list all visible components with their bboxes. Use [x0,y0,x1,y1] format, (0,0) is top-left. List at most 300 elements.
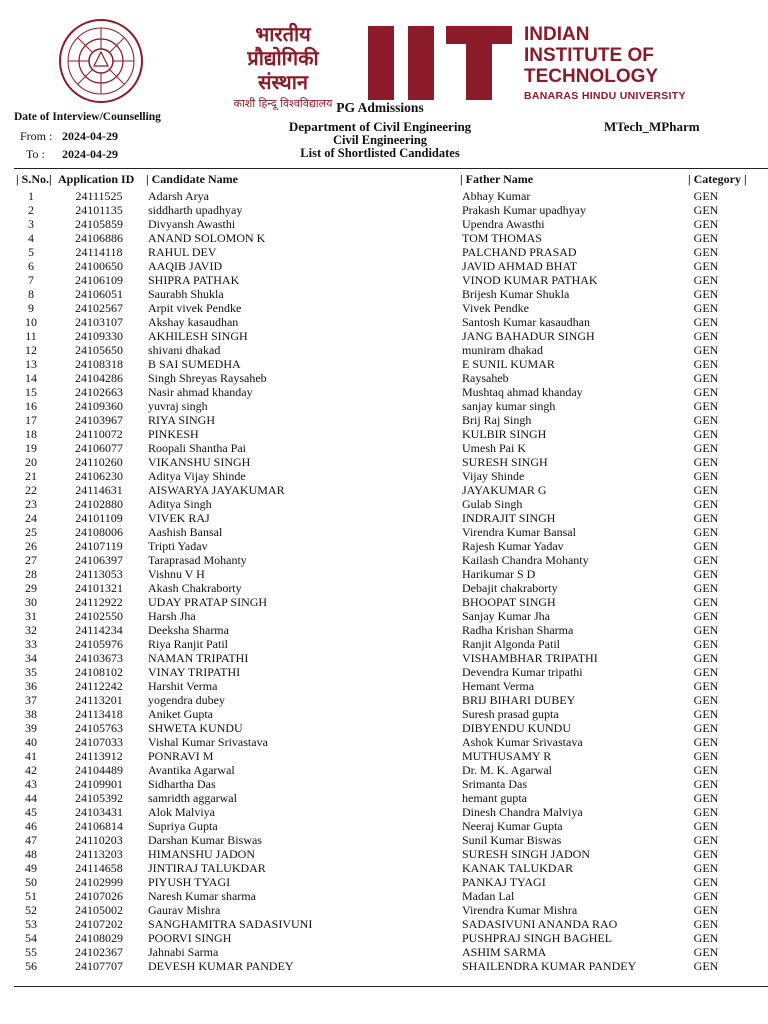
serial-number: 8 [28,287,34,301]
category: GEN [693,441,719,455]
father-name: Debajit chakraborty [462,581,558,595]
application-id: 24112242 [75,679,123,693]
to-label: To : [26,147,45,161]
serial-number: 5 [28,245,34,259]
serial-number: 23 [25,497,37,511]
column-header-application-id: Application ID [58,172,135,186]
category: GEN [693,595,719,609]
father-name: Suresh prasad gupta [462,707,559,721]
father-name: Harikumar S D [462,567,536,581]
father-name: INDRAJIT SINGH [462,511,556,525]
application-id: 24103431 [75,805,123,819]
father-name: VISHAMBHAR TRIPATHI [462,651,598,665]
father-name: Abhay Kumar [462,189,531,203]
candidate-name: Deeksha Sharma [148,623,229,637]
category: GEN [693,623,719,637]
category: GEN [693,525,719,539]
application-id: 24106814 [75,819,123,833]
serial-number: 47 [25,833,37,847]
candidate-name: Singh Shreyas Raysaheb [148,371,267,385]
serial-number: 37 [25,693,37,707]
table-row [0,539,768,553]
column-header-sno: | S.No.| [16,172,52,186]
application-id: 24113418 [75,707,123,721]
candidate-name: RIYA SINGH [148,413,216,427]
father-name: Virendra Kumar Bansal [462,525,576,539]
table-row [0,273,768,287]
category: GEN [693,665,719,679]
candidate-name: DEVESH KUMAR PANDEY [148,959,294,973]
father-name: PANKAJ TYAGI [462,875,546,889]
table-row [0,231,768,245]
father-name: JAYAKUMAR G [462,483,547,497]
application-id: 24106397 [75,553,123,567]
father-name: BHOOPAT SINGH [462,595,556,609]
father-name: Neeraj Kumar Gupta [462,819,563,833]
serial-number: 26 [25,539,37,553]
candidate-name: Akash Chakraborty [148,581,242,595]
category: GEN [693,875,719,889]
father-name: Mushtaq ahmad khanday [462,385,583,399]
table-row [0,329,768,343]
serial-number: 55 [25,945,37,959]
candidate-name: yogendra dubey [148,693,225,707]
serial-number: 29 [25,581,37,595]
category: GEN [693,637,719,651]
institute-line-2: INSTITUTE OF [524,45,654,66]
father-name: Devendra Kumar tripathi [462,665,583,679]
candidate-name: Arpit vivek Pendke [148,301,242,315]
from-date: 2024-04-29 [62,129,118,143]
candidate-name: VIVEK RAJ [148,511,210,525]
serial-number: 51 [25,889,37,903]
father-name: Vijay Shinde [462,469,525,483]
application-id: 24101321 [75,581,123,595]
serial-number: 24 [25,511,37,525]
category: GEN [693,189,719,203]
table-row [0,875,768,889]
application-id: 24110260 [75,455,123,469]
category: GEN [693,357,719,371]
application-id: 24108029 [75,931,123,945]
father-name: Brij Raj Singh [462,413,532,427]
category: GEN [693,343,719,357]
hindi-line-1: भारतीय [255,22,311,46]
serial-number: 21 [25,469,37,483]
serial-number: 18 [25,427,37,441]
father-name: SURESH SINGH [462,455,548,469]
serial-number: 33 [25,637,37,651]
candidate-name: Aditya Singh [148,497,212,511]
table-row [0,259,768,273]
category: GEN [693,399,719,413]
father-name: Sanjay Kumar Jha [462,609,550,623]
hindi-line-2: प्रौद्योगिकी [247,46,319,70]
father-name: hemant gupta [462,791,527,805]
candidate-name: Naresh Kumar sharma [148,889,256,903]
application-id: 24113203 [75,847,123,861]
category: GEN [693,693,719,707]
serial-number: 36 [25,679,37,693]
serial-number: 28 [25,567,37,581]
category: GEN [693,917,719,931]
application-id: 24105002 [75,903,123,917]
serial-number: 13 [25,357,37,371]
serial-number: 42 [25,763,37,777]
application-id: 24109360 [75,399,123,413]
table-row [0,427,768,441]
serial-number: 25 [25,525,37,539]
father-name: Brijesh Kumar Shukla [462,287,570,301]
serial-number: 16 [25,399,37,413]
serial-number: 39 [25,721,37,735]
hindi-line-4: काशी हिन्दू विश्वविद्यालय [233,97,333,110]
father-name: Ashok Kumar Srivastava [462,735,583,749]
table-row [0,497,768,511]
candidate-name: Akshay kasaudhan [148,315,239,329]
application-id: 24102567 [75,301,123,315]
institute-seal-icon [58,18,144,104]
category: GEN [693,903,719,917]
serial-number: 27 [25,553,37,567]
application-id: 24110072 [75,427,123,441]
table-row [0,665,768,679]
serial-number: 31 [25,609,37,623]
serial-number: 50 [25,875,37,889]
serial-number: 15 [25,385,37,399]
application-id: 24108318 [75,357,123,371]
category: GEN [693,553,719,567]
father-name: Rajesh Kumar Yadav [462,539,564,553]
table-row [0,511,768,525]
application-id: 24102367 [75,945,123,959]
application-id: 24114658 [75,861,123,875]
serial-number: 52 [25,903,37,917]
header-rule [14,168,768,169]
father-name: VINOD KUMAR PATHAK [462,273,598,287]
serial-number: 19 [25,441,37,455]
serial-number: 43 [25,777,37,791]
father-name: Srimanta Das [462,777,527,791]
application-id: 24107707 [75,959,123,973]
application-id: 24113201 [75,693,123,707]
institute-line-1: INDIAN [524,24,590,45]
table-row [0,371,768,385]
candidate-name: Harsh Jha [148,609,196,623]
serial-number: 1 [28,189,34,203]
father-name: PUSHPRAJ SINGH BAGHEL [462,931,613,945]
table-row [0,245,768,259]
father-name: SADASIVUNI ANANDA RAO [462,917,618,931]
category: GEN [693,651,719,665]
serial-number: 40 [25,735,37,749]
candidate-name: VIKANSHU SINGH [148,455,251,469]
table-row [0,833,768,847]
serial-number: 20 [25,455,37,469]
father-name: DIBYENDU KUNDU [462,721,571,735]
serial-number: 14 [25,371,37,385]
category: GEN [693,497,719,511]
serial-number: 2 [28,203,34,217]
category: GEN [693,511,719,525]
candidate-name: siddharth upadhyay [148,203,243,217]
table-row [0,581,768,595]
serial-number: 54 [25,931,37,945]
category: GEN [693,217,719,231]
application-id: 24107202 [75,917,123,931]
table-row [0,945,768,959]
father-name: Sunil Kumar Biswas [462,833,562,847]
table-row [0,315,768,329]
candidate-name: shivani dhakad [148,343,221,357]
candidate-name: Avantika Agarwal [148,763,235,777]
candidate-name: ANAND SOLOMON K [148,231,266,245]
serial-number: 9 [28,301,34,315]
table-row [0,819,768,833]
candidate-name: B SAI SUMEDHA [148,357,241,371]
candidate-name: Jahnabi Sarma [148,945,219,959]
table-row [0,651,768,665]
category: GEN [693,959,719,973]
father-name: Vivek Pendke [462,301,529,315]
iit-logo [368,26,512,100]
application-id: 24101109 [75,511,123,525]
father-name: Dinesh Chandra Malviya [462,805,583,819]
category: GEN [693,539,719,553]
category: GEN [693,833,719,847]
father-name: Gulab Singh [462,497,523,511]
candidate-name: Tripti Yadav [148,539,208,553]
serial-number: 56 [25,959,37,973]
application-id: 24102663 [75,385,123,399]
father-name: Kailash Chandra Mohanty [462,553,589,567]
candidate-name: Adarsh Arya [148,189,209,203]
father-name: sanjay kumar singh [462,399,556,413]
table-row [0,553,768,567]
table-row [0,903,768,917]
application-id: 24106886 [75,231,123,245]
category: GEN [693,819,719,833]
candidate-name: Harshit Verma [148,679,218,693]
application-id: 24113912 [75,749,123,763]
candidate-name: Aashish Bansal [148,525,223,539]
table-row [0,413,768,427]
father-name: SURESH SINGH JADON [462,847,591,861]
table-row [0,287,768,301]
table-row [0,357,768,371]
table-row [0,385,768,399]
application-id: 24114118 [75,245,123,259]
table-row [0,707,768,721]
candidate-name: AAQIB JAVID [148,259,223,273]
table-row [0,889,768,903]
serial-number: 30 [25,595,37,609]
application-id: 24109901 [75,777,123,791]
serial-number: 11 [25,329,37,343]
father-name: Dr. M. K. Agarwal [462,763,552,777]
table-row [0,567,768,581]
application-id: 24108102 [75,665,123,679]
serial-number: 44 [25,791,37,805]
table-row [0,203,768,217]
candidate-name: Roopali Shantha Pai [148,441,246,455]
father-name: muniram dhakad [462,343,543,357]
serial-number: 12 [25,343,37,357]
candidate-name: AISWARYA JAYAKUMAR [148,483,285,497]
specialization-title: Civil Engineering [332,133,428,147]
department-title: Department of Civil Engineering [288,119,472,134]
candidate-name: SHWETA KUNDU [148,721,243,735]
father-name: MUTHUSAMY R [462,749,552,763]
column-header-candidate-name: | Candidate Name [146,172,238,186]
list-title: List of Shortlisted Candidates [300,146,460,160]
category: GEN [693,707,719,721]
father-name: JANG BAHADUR SINGH [462,329,595,343]
serial-number: 22 [25,483,37,497]
candidate-name: Divyansh Awasthi [148,217,236,231]
father-name: BRIJ BIHARI DUBEY [462,693,576,707]
category: GEN [693,413,719,427]
category: GEN [693,735,719,749]
candidate-name: Alok Malviya [148,805,215,819]
candidate-name: Aniket Gupta [148,707,213,721]
institute-line-4: BANARAS HINDU UNIVERSITY [524,90,686,102]
serial-number: 7 [28,273,34,287]
application-id: 24105650 [75,343,123,357]
table-row [0,721,768,735]
candidate-name: Saurabh Shukla [148,287,224,301]
father-name: Upendra Awasthi [462,217,545,231]
table-row [0,917,768,931]
candidate-name: Sidhartha Das [148,777,216,791]
candidate-name: yuvraj singh [148,399,208,413]
category: GEN [693,469,719,483]
category: GEN [693,245,719,259]
category: GEN [693,259,719,273]
father-name: ASHIM SARMA [462,945,547,959]
application-id: 24106051 [75,287,123,301]
category: GEN [693,721,719,735]
table-row [0,525,768,539]
table-row [0,805,768,819]
serial-number: 10 [25,315,37,329]
category: GEN [693,287,719,301]
table-row [0,637,768,651]
application-id: 24107119 [75,539,123,553]
father-name: Umesh Pai K [462,441,526,455]
column-header-father-name: | Father Name [460,172,534,186]
candidate-name: RAHUL DEV [148,245,217,259]
institute-name-english [524,24,686,103]
application-id: 24106077 [75,441,123,455]
application-id: 24102550 [75,609,123,623]
candidate-name: PIYUSH TYAGI [148,875,231,889]
category: GEN [693,385,719,399]
application-id: 24111525 [75,189,123,203]
category: GEN [693,581,719,595]
candidate-name: JINTIRAJ TALUKDAR [148,861,266,875]
category: GEN [693,329,719,343]
category: GEN [693,945,719,959]
category: GEN [693,763,719,777]
serial-number: 48 [25,847,37,861]
application-id: 24112922 [75,595,123,609]
table-row [0,441,768,455]
candidate-name: Gaurav Mishra [148,903,221,917]
institute-line-3: TECHNOLOGY [524,66,659,87]
application-id: 24107033 [75,735,123,749]
application-id: 24106230 [75,469,123,483]
table-row [0,847,768,861]
category: GEN [693,931,719,945]
date-label: Date of Interview/Counselling [14,111,161,123]
serial-number: 4 [28,231,34,245]
column-header-category: | Category | [688,172,747,186]
table-row [0,791,768,805]
candidate-name: POORVI SINGH [148,931,232,945]
application-id: 24104286 [75,371,123,385]
application-id: 24100650 [75,259,123,273]
father-name: Santosh Kumar kasaudhan [462,315,590,329]
father-name: Hemant Verma [462,679,535,693]
table-row [0,609,768,623]
father-name: E SUNIL KUMAR [462,357,555,371]
father-name: Virendra Kumar Mishra [462,903,578,917]
candidate-name: SANGHAMITRA SADASIVUNI [148,917,313,931]
father-name: TOM THOMAS [462,231,542,245]
table-row [0,735,768,749]
table-row [0,623,768,637]
category: GEN [693,861,719,875]
category: GEN [693,273,719,287]
table-row [0,455,768,469]
candidate-name: Riya Ranjit Patil [148,637,228,651]
category: GEN [693,427,719,441]
table-row [0,931,768,945]
serial-number: 17 [25,413,37,427]
father-name: Prakash Kumar upadhyay [462,203,586,217]
application-id: 24101135 [75,203,123,217]
candidate-name: Darshan Kumar Biswas [148,833,262,847]
table-row [0,763,768,777]
from-label: From : [20,129,53,143]
table-row [0,679,768,693]
category: GEN [693,455,719,469]
table-row [0,399,768,413]
category: GEN [693,777,719,791]
category: GEN [693,749,719,763]
pg-admissions-title: PG Admissions [336,100,424,115]
father-name: KULBIR SINGH [462,427,547,441]
serial-number: 45 [25,805,37,819]
serial-number: 32 [25,623,37,637]
hindi-line-3: संस्थान [258,70,308,94]
application-id: 24107026 [75,889,123,903]
category: GEN [693,203,719,217]
candidates-table [0,189,768,973]
category: GEN [693,847,719,861]
footer-rule [14,986,768,987]
category: GEN [693,483,719,497]
application-id: 24114631 [75,483,123,497]
serial-number: 34 [25,651,37,665]
category: GEN [693,315,719,329]
category: GEN [693,791,719,805]
to-date: 2024-04-29 [62,147,118,161]
table-row [0,343,768,357]
table-row [0,777,768,791]
category: GEN [693,609,719,623]
